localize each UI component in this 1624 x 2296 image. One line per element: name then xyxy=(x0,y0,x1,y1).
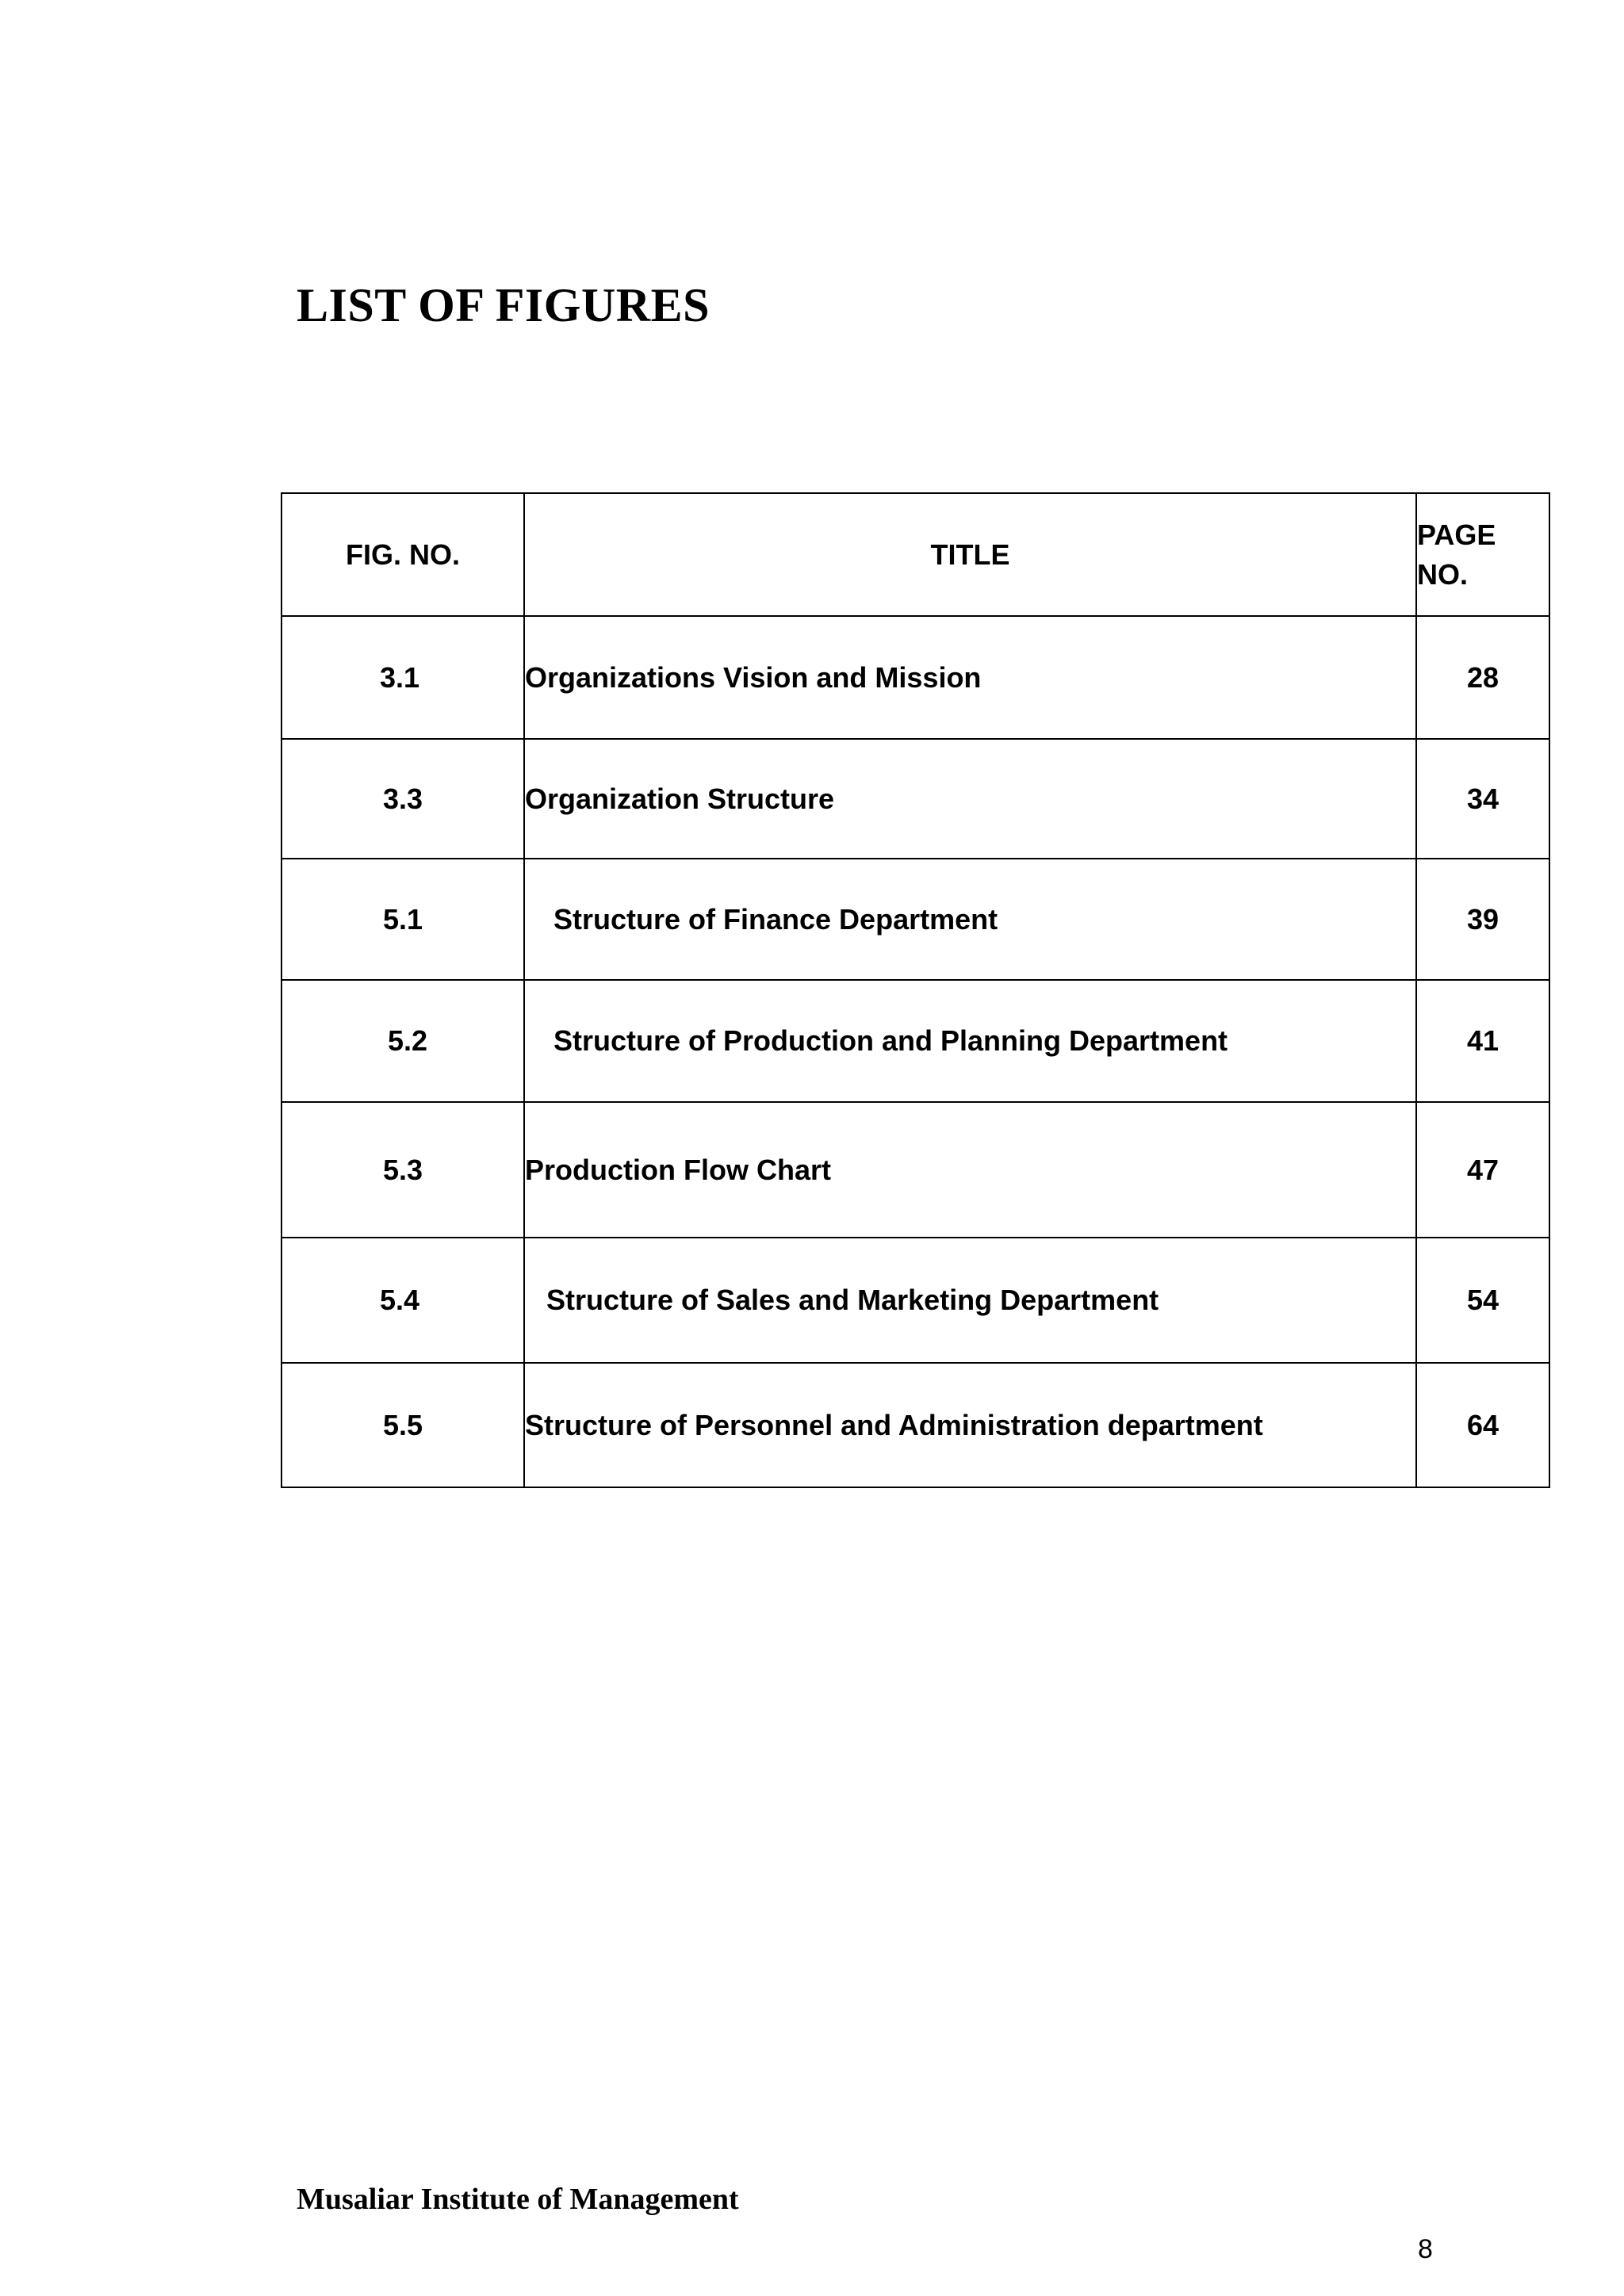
page-no-cell: 54 xyxy=(1416,1238,1549,1363)
table-row xyxy=(282,1102,1549,1238)
page-title: LIST OF FIGURES xyxy=(297,279,710,331)
header-page-no-line2: NO. xyxy=(1417,557,1469,591)
header-page-no xyxy=(1416,493,1549,616)
page-no-cell: 47 xyxy=(1416,1102,1549,1238)
header-title: TITLE xyxy=(524,493,1416,616)
fig-title-cell: Structure of Sales and Marketing Department xyxy=(524,1238,1416,1363)
fig-no-cell: 5.4 xyxy=(282,1238,524,1363)
fig-no-cell: 3.1 xyxy=(282,616,524,739)
fig-title-cell: Structure of Production and Planning Department xyxy=(524,980,1416,1102)
table-row xyxy=(282,739,1549,859)
fig-no-cell: 3.3 xyxy=(282,739,524,859)
page-no-cell: 41 xyxy=(1416,980,1549,1102)
fig-no-cell: 5.3 xyxy=(282,1102,524,1238)
table-header-row xyxy=(282,493,1549,616)
header-page-no-line1: PAGE xyxy=(1417,518,1496,551)
page-no-cell: 39 xyxy=(1416,859,1549,980)
table-row xyxy=(282,980,1549,1102)
fig-no-cell: 5.1 xyxy=(282,859,524,980)
fig-title-cell: Organizations Vision and Mission xyxy=(524,616,1416,739)
figures-table xyxy=(281,492,1550,1488)
table-row xyxy=(282,1363,1549,1487)
fig-title-cell: Production Flow Chart xyxy=(524,1102,1416,1238)
page-no-cell: 64 xyxy=(1416,1363,1549,1487)
page-no-cell: 34 xyxy=(1416,739,1549,859)
header-fig-no: FIG. NO. xyxy=(282,493,524,616)
fig-title-cell: Structure of Personnel and Administration department xyxy=(524,1363,1416,1487)
fig-no-cell: 5.2 xyxy=(282,980,524,1102)
page-no-cell: 28 xyxy=(1416,616,1549,739)
table-row xyxy=(282,616,1549,739)
footer-institution: Musaliar Institute of Management xyxy=(297,2183,739,2216)
fig-no-cell: 5.5 xyxy=(282,1363,524,1487)
footer-page-number: 8 xyxy=(1418,2234,1433,2264)
table-row xyxy=(282,1238,1549,1363)
fig-title-cell: Organization Structure xyxy=(524,739,1416,859)
fig-title-cell: Structure of Finance Department xyxy=(524,859,1416,980)
table-row xyxy=(282,859,1549,980)
